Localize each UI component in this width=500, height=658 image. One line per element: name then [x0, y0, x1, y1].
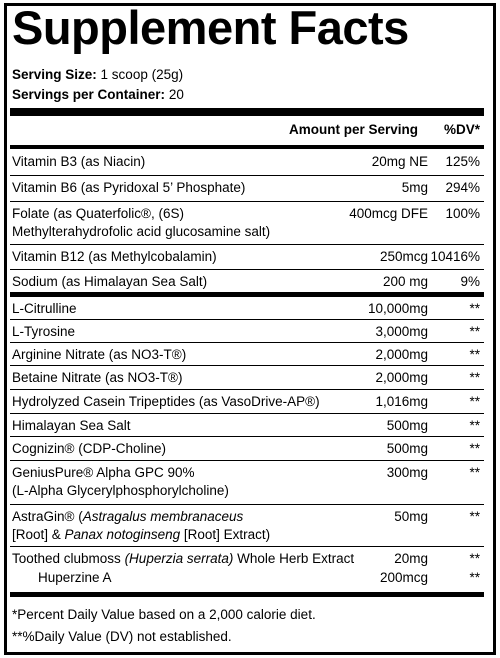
name-part: AstraGin® ( — [12, 509, 83, 524]
nutrient-row — [10, 270, 484, 292]
ingredient-dv: ** — [469, 509, 480, 524]
ingredient-name: Cognizin® (CDP-Choline) — [12, 441, 166, 456]
ingredient-dv: ** — [469, 418, 480, 433]
name-line-2: (L-Alpha Glycerylphosphorylcholine) — [12, 483, 229, 498]
ingredient-row — [10, 437, 484, 460]
ingredient-dv: ** — [469, 301, 480, 316]
botanical-name: (Huperzia serrata) — [124, 551, 234, 566]
botanical-name: Panax notoginseng — [64, 527, 181, 542]
servings-value: 20 — [168, 87, 184, 102]
ingredient-row — [10, 390, 484, 413]
nutrient-amount: 20mg NE — [371, 154, 428, 169]
ingredient-dv: ** — [469, 551, 480, 566]
amount-header: Amount per Serving — [288, 122, 418, 137]
ingredient-amount: 3,000mg — [375, 324, 428, 339]
name-part: Toothed clubmoss — [12, 551, 125, 566]
ingredient-name: Betaine Nitrate (as NO3-T®) — [12, 370, 183, 385]
dv-header: %DV* — [443, 122, 480, 137]
ingredient-name: Huperzine A — [38, 570, 112, 585]
nutrient-dv: 100% — [445, 206, 480, 221]
nutrient-name: Sodium (as Himalayan Sea Salt) — [12, 274, 208, 289]
nutrient-row — [10, 150, 484, 174]
ingredient-name: Arginine Nitrate (as NO3-T®) — [12, 347, 187, 362]
ingredient-row — [10, 343, 484, 365]
ingredient-dv: ** — [469, 465, 480, 480]
botanical-name: Astragalus membranaceus — [82, 509, 244, 524]
nutrient-row — [10, 176, 484, 200]
nutrient-amount: 200 mg — [382, 274, 428, 289]
ingredient-row — [10, 366, 484, 389]
serving-size-value: 1 scoop (25g) — [100, 67, 184, 82]
footnote-not-established: **%Daily Value (DV) not established. — [12, 629, 232, 644]
panel-title: Supplement Facts — [12, 1, 409, 54]
serving-size — [12, 66, 183, 84]
thick-divider — [10, 108, 484, 116]
ingredient-row — [10, 297, 484, 319]
name-part: Whole Herb Extract — [233, 551, 355, 566]
ingredient-amount: 2,000mg — [375, 370, 428, 385]
ingredient-amount: 1,016mg — [375, 394, 428, 409]
name-line-1: GeniusPure® Alpha GPC 90% — [12, 465, 195, 480]
ingredient-name: L-Tyrosine — [12, 324, 76, 339]
ingredient-dv: ** — [469, 347, 480, 362]
ingredient-amount: 10,000mg — [367, 301, 428, 316]
nutrient-row — [10, 202, 484, 244]
name-part: [Root] Extract) — [180, 527, 271, 542]
ingredient-name: Hydrolyzed Casein Tripeptides (as VasoDrive-AP®) — [12, 394, 320, 409]
name-line-1: Folate (as Quaterfolic®, (6S) — [12, 206, 185, 221]
nutrient-dv: 9% — [460, 274, 480, 289]
nutrient-dv: 10416% — [430, 249, 480, 264]
footnote-dv: *Percent Daily Value based on a 2,000 calorie diet. — [12, 607, 316, 622]
nutrient-dv: 125% — [445, 154, 480, 169]
ingredient-row-sub — [10, 566, 484, 588]
ingredient-dv: ** — [469, 370, 480, 385]
nutrient-row — [10, 245, 484, 269]
ingredient-row — [10, 547, 484, 567]
ingredient-dv: ** — [469, 570, 480, 585]
servings-per-container — [12, 86, 184, 104]
ingredient-row — [10, 461, 484, 503]
nutrient-name — [12, 205, 342, 241]
bottom-divider — [10, 592, 484, 597]
nutrient-name: Vitamin B6 (as Pyridoxal 5’ Phosphate) — [12, 180, 246, 195]
ingredient-amount: 200mcg — [379, 570, 428, 585]
ingredient-name: Himalayan Sea Salt — [12, 418, 131, 433]
medium-divider — [10, 145, 484, 149]
column-header — [10, 117, 484, 143]
nutrient-name: Vitamin B3 (as Niacin) — [12, 154, 146, 169]
ingredient-row — [10, 320, 484, 342]
ingredient-amount: 2,000mg — [375, 347, 428, 362]
nutrient-name: Vitamin B12 (as Methylcobalamin) — [12, 249, 217, 264]
nutrient-amount: 5mg — [401, 180, 428, 195]
ingredient-name — [12, 464, 342, 500]
name-line-2: Methylterahydrofolic acid glucosamine salt) — [12, 224, 271, 239]
ingredient-amount: 300mg — [386, 465, 428, 480]
name-part: [Root] & — [12, 527, 65, 542]
nutrient-dv: 294% — [445, 180, 480, 195]
ingredient-amount: 500mg — [386, 441, 428, 456]
ingredient-row — [10, 505, 484, 546]
ingredient-amount: 20mg — [394, 551, 428, 566]
ingredient-name: L-Citrulline — [12, 301, 77, 316]
ingredient-dv: ** — [469, 394, 480, 409]
ingredient-dv: ** — [469, 441, 480, 456]
serving-size-label: Serving Size: — [12, 67, 97, 82]
servings-label: Servings per Container: — [12, 87, 166, 102]
nutrient-amount: 250mcg — [379, 249, 428, 264]
ingredient-amount: 50mg — [394, 509, 428, 524]
ingredient-amount: 500mg — [386, 418, 428, 433]
ingredient-row — [10, 414, 484, 436]
nutrient-amount: 400mcg DFE — [349, 206, 428, 221]
ingredient-name — [12, 508, 342, 544]
ingredient-dv: ** — [469, 324, 480, 339]
